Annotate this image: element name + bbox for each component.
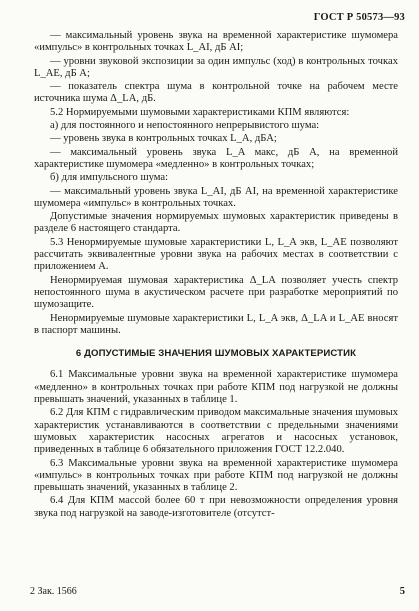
paragraph: Ненормируемая шумовая характеристика Δ_LA позволяет учесть спектр непостоянного шума в акустическом расчете при разработке мероприятий по шумозащите. <box>34 274 398 311</box>
paragraph: — уровни звуковой экспозиции за один импульс (ход) в контрольных точках L_AE, дБ А; <box>34 55 398 79</box>
body-text <box>34 30 398 521</box>
paragraph: 6.1 Максимальные уровни звука на временной характеристике шумомера «медленно» в контрольных точках при работе КПМ под нагрузкой не должны превышать значений, указанных в таблице 1. <box>34 369 398 406</box>
page-number: 5 <box>399 586 405 597</box>
paragraph: — максимальный уровень звука L_A макс, дБ А, на временной характеристике шумомера «медленно» в контрольных точках; <box>34 146 398 170</box>
paragraph: — максимальный уровень звука на временной характеристике шумомера «импульс» в контрольных точках L_AI, дБ AI; <box>34 30 398 54</box>
paragraph: — уровень звука в контрольных точках L_A, дБА; <box>50 133 277 145</box>
paragraph: 6.2 Для КПМ с гидравлическим приводом максимальные значения шумовых характеристик устанавливаются в соответствии с предельными значениями шумовых характеристик насосных агрегатов и насосных установок, приведенных в таблице 6 обязательного приложения ГОСТ 12.2.040. <box>34 407 398 456</box>
paragraph: Ненормируемые шумовые характеристики L, L_A экв, Δ_LA и L_AE вносят в паспорт машины. <box>34 312 398 336</box>
paragraph: 6.3 Максимальные уровни звука на временной характеристике шумомера «импульс» в контрольных точках при работе КПМ под нагрузкой не должны превышать значений, указанных в таблице 2. <box>34 457 398 494</box>
paragraph: — максимальный уровень звука L_AI, дБ AI, на временной характеристике шумомера «импульс» в контрольных точках. <box>34 185 398 209</box>
paragraph: б) для импульсного шума: <box>50 172 169 184</box>
paragraph: Допустимые значения нормируемых шумовых характеристик приведены в разделе 6 настоящего стандарта. <box>34 211 398 235</box>
paragraph: 5.2 Нормируемыми шумовыми характеристиками КПМ являются: <box>50 106 350 118</box>
print-order-note: 2 Зак. 1566 <box>30 586 77 597</box>
paragraph: — показатель спектра шума в контрольной точке на рабочем месте источника шума Δ_LA, дБ. <box>34 81 398 105</box>
standard-header: ГОСТ Р 50573—93 <box>313 12 405 23</box>
paragraph: 6.4 Для КПМ массой более 60 т при невозможности определения уровня звука под нагрузкой на заводе-изготовителе (отсутст- <box>34 495 398 519</box>
section-heading: 6 ДОПУСТИМЫЕ ЗНАЧЕНИЯ ШУМОВЫХ ХАРАКТЕРИСТИК <box>75 348 357 360</box>
paragraph: а) для постоянного и непостоянного непрерывистого шума: <box>50 120 320 132</box>
paragraph: 5.3 Ненормируемые шумовые характеристики L, L_A экв, L_AE позволяют рассчитать эквивалентные уровни звука на рабочих местах в соответствии с приложением А. <box>34 236 398 273</box>
